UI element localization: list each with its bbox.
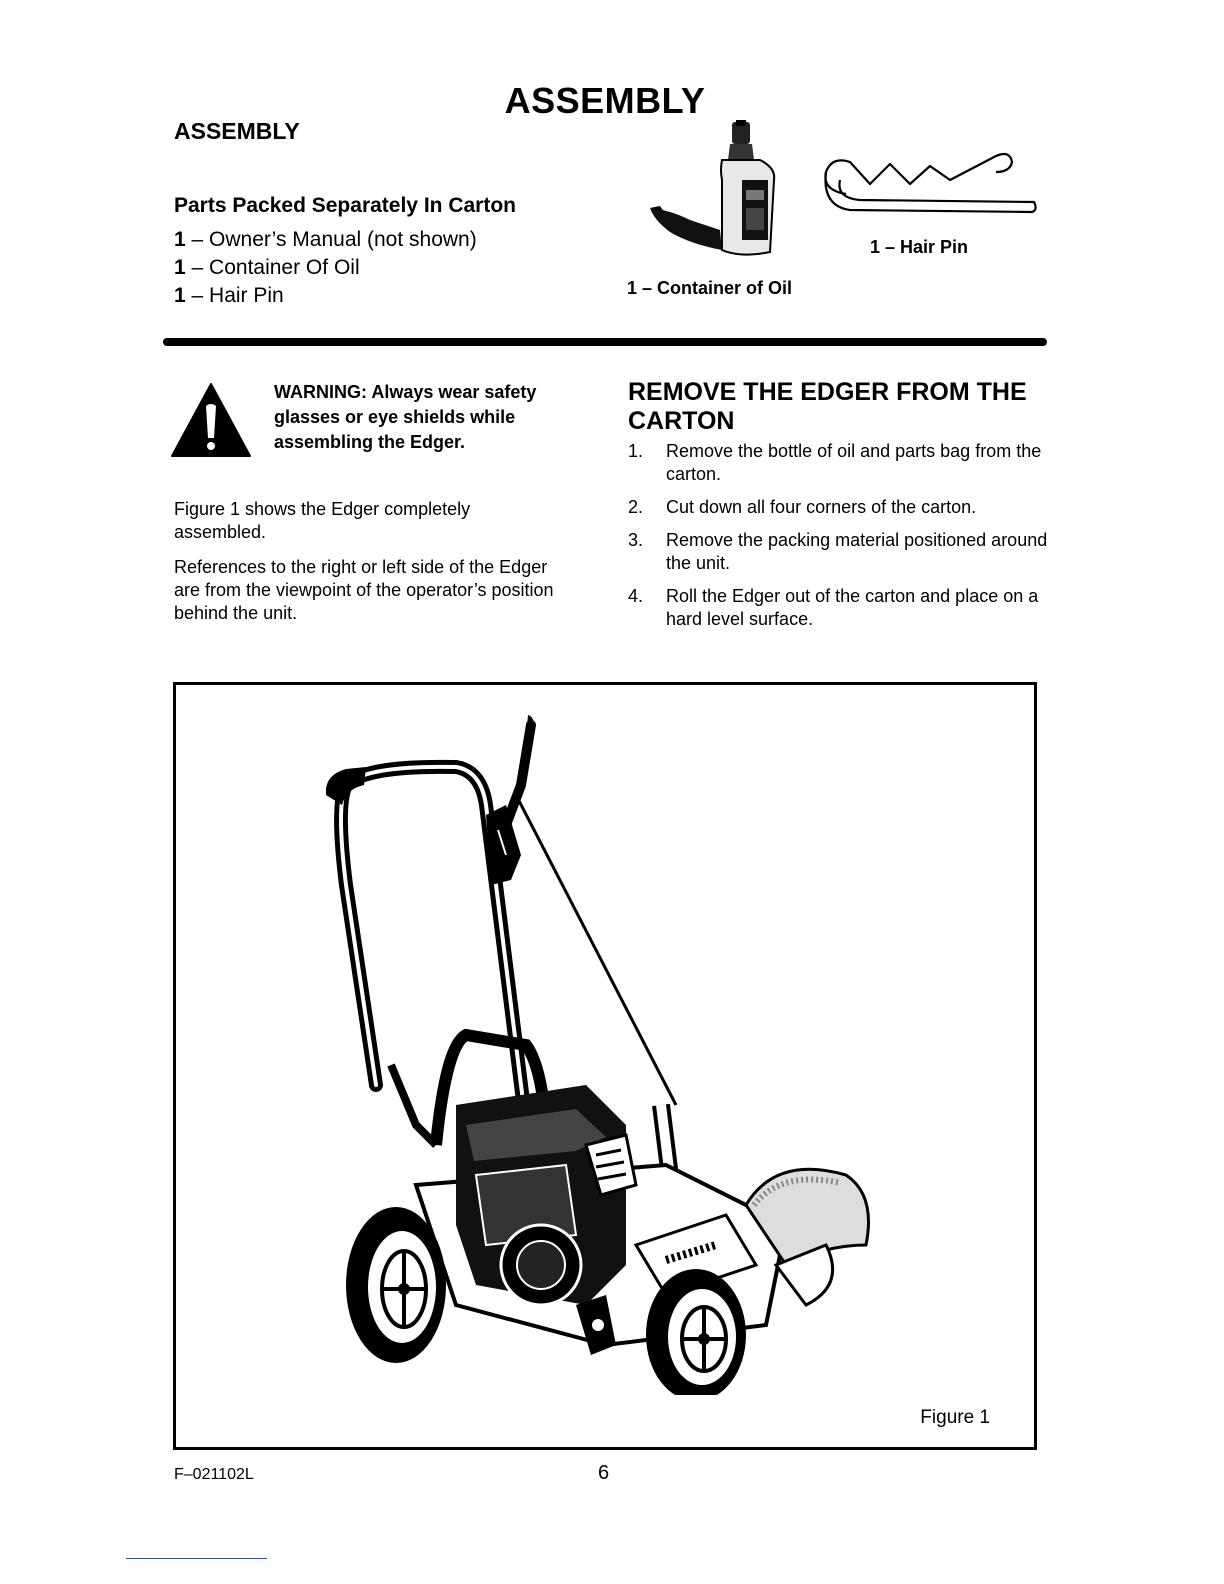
part-qty: 1 — [174, 256, 186, 279]
removal-steps — [628, 440, 1048, 641]
parts-heading: Parts Packed Separately In Carton — [174, 194, 516, 217]
hair-pin-caption: 1 – Hair Pin — [870, 237, 969, 257]
figure-1-frame — [173, 682, 1037, 1450]
list-item — [174, 254, 477, 282]
oil-caption: 1 – Container of Oil — [627, 278, 793, 298]
hair-pin-illustration — [820, 150, 1040, 230]
edger-illustration — [306, 705, 906, 1395]
section-divider — [163, 338, 1047, 346]
part-label: – Owner’s Manual (not shown) — [191, 228, 477, 251]
remove-edger-heading: REMOVE THE EDGER FROM THE CARTON — [628, 378, 1027, 435]
list-item — [628, 585, 1048, 631]
footer-rule — [126, 1558, 267, 1559]
step-text: Cut down all four corners of the carton. — [666, 497, 977, 517]
reference-paragraph: References to the right or left side of the Edger are from the viewpoint of the operator’s position behind the unit. — [174, 557, 554, 623]
list-item — [174, 282, 477, 310]
warning-triangle-icon — [170, 382, 252, 458]
section-title: ASSEMBLY — [174, 118, 300, 144]
part-qty: 1 — [174, 228, 186, 251]
step-text: Remove the packing material positioned around the unit. — [666, 530, 1048, 573]
part-qty: 1 — [174, 284, 186, 307]
step-text: Roll the Edger out of the carton and place on a hard level surface. — [666, 586, 1039, 629]
oil-container-illustration — [650, 120, 820, 280]
page-title: ASSEMBLY — [504, 80, 706, 121]
page-number: 6 — [598, 1462, 610, 1484]
figure-label: Figure 1 — [920, 1407, 990, 1428]
list-item — [174, 226, 477, 254]
step-number: 1. — [628, 441, 644, 461]
list-item — [628, 440, 1048, 486]
parts-list — [174, 226, 477, 310]
list-item — [628, 496, 1048, 519]
list-item — [628, 529, 1048, 575]
part-label: – Hair Pin — [191, 284, 284, 307]
document-code: F–021102L — [174, 1466, 254, 1483]
warning-text: WARNING: Always wear safety glasses or eye shields while assembling the Edger. — [274, 382, 537, 452]
step-number: 2. — [628, 497, 644, 517]
step-number: 3. — [628, 530, 644, 550]
intro-paragraph: Figure 1 shows the Edger completely assembled. — [174, 499, 471, 542]
step-number: 4. — [628, 586, 644, 606]
step-text: Remove the bottle of oil and parts bag from the carton. — [666, 441, 1042, 484]
part-label: – Container Of Oil — [191, 256, 360, 279]
